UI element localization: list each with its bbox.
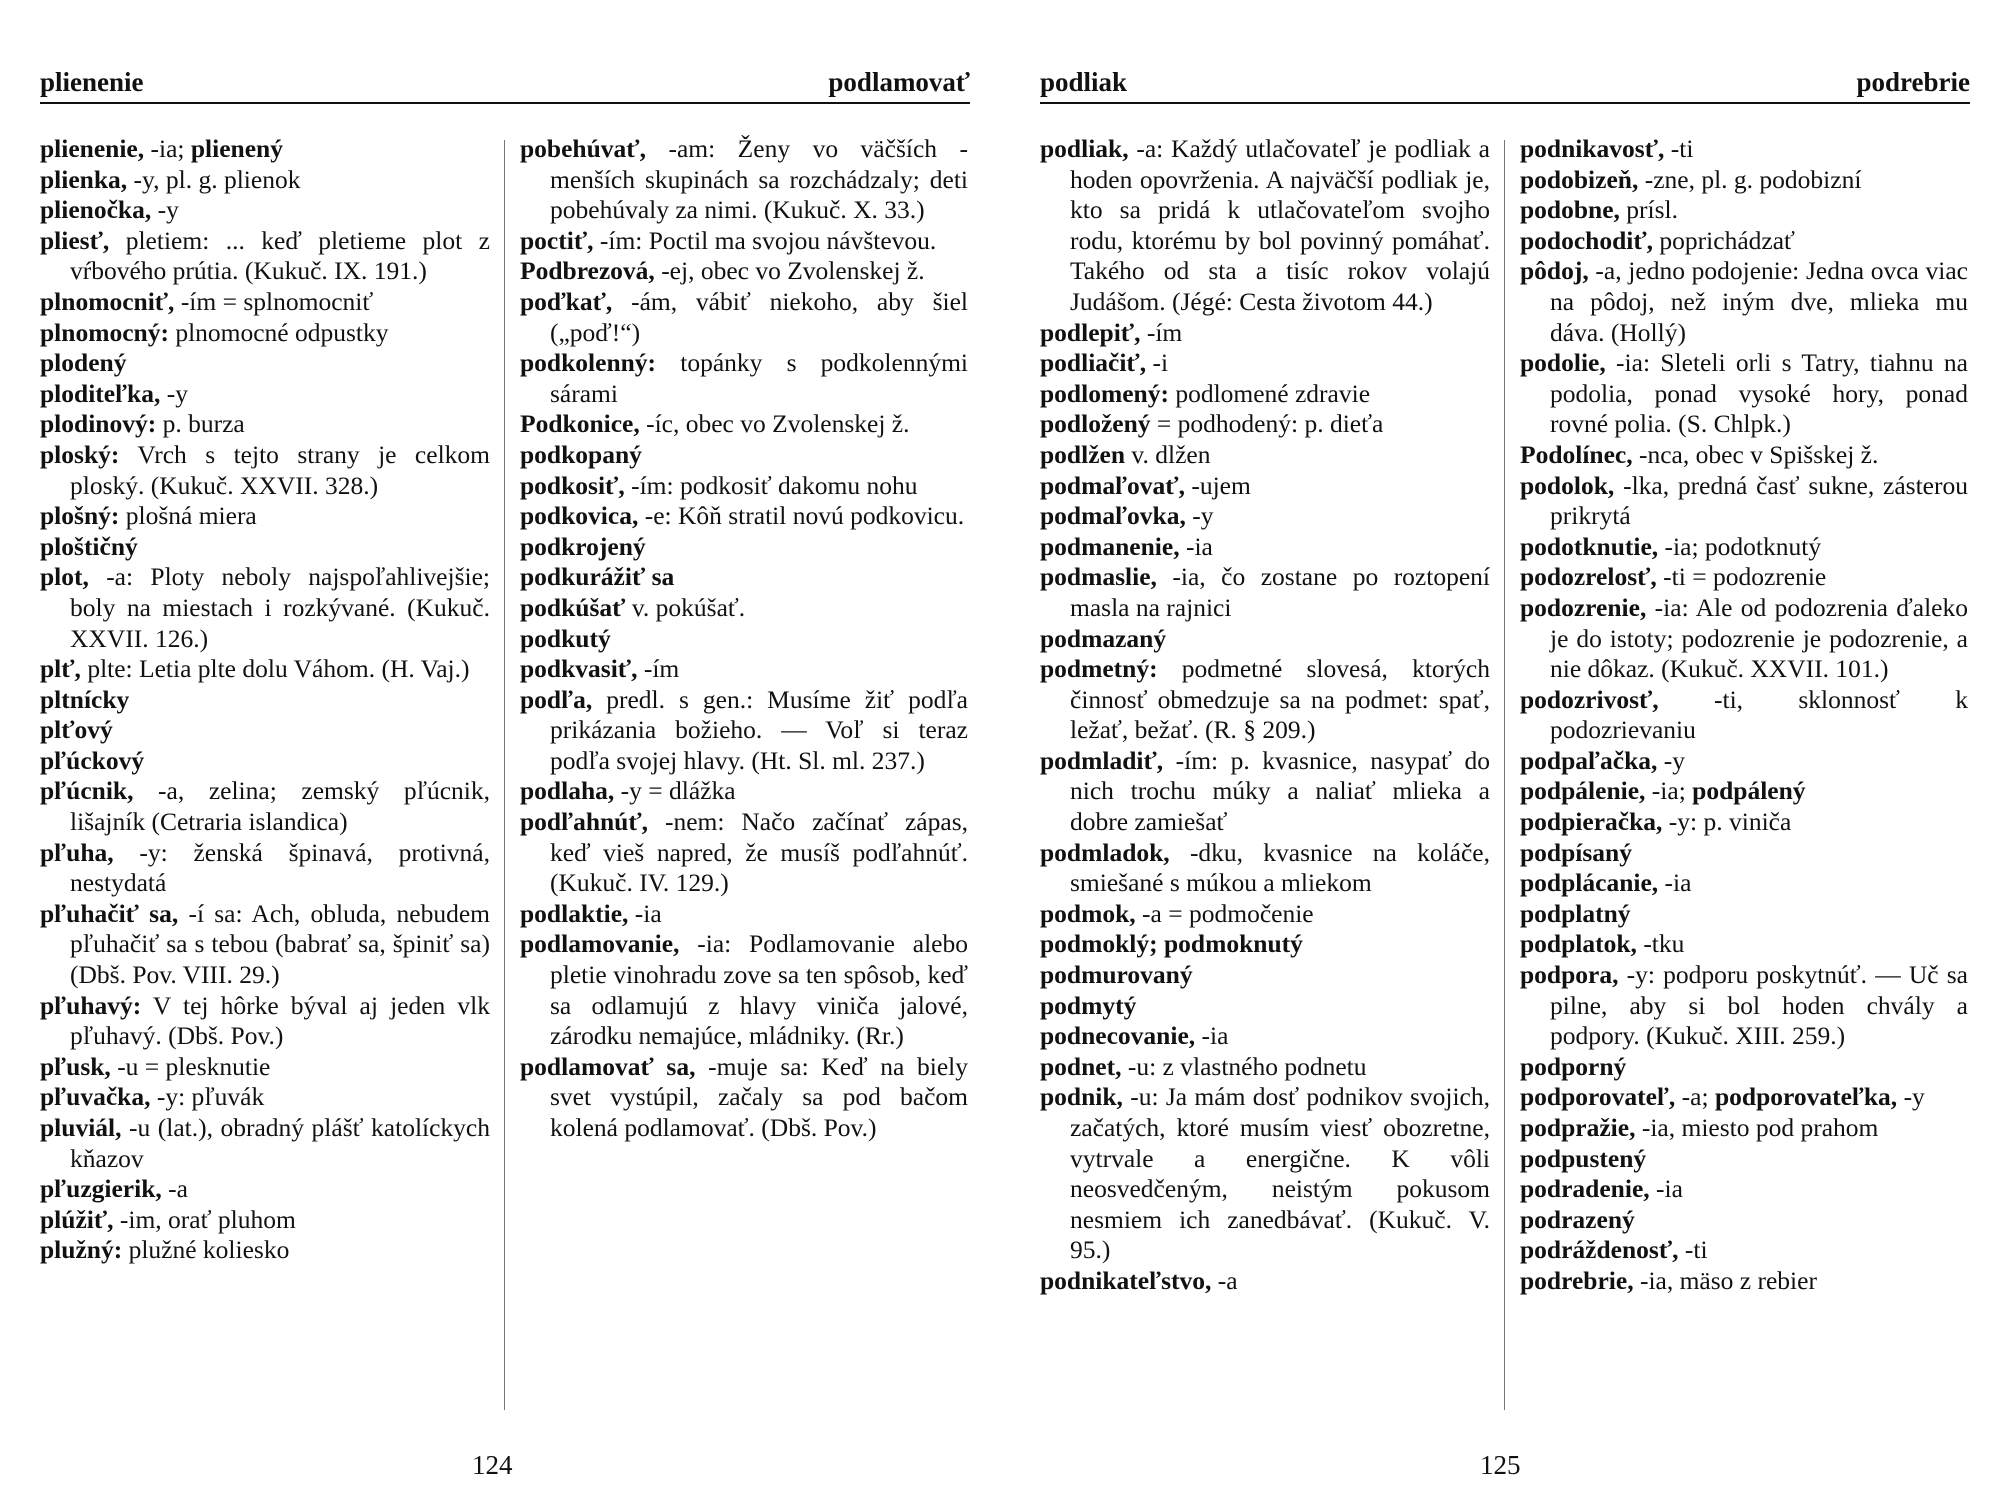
definition: -ím: Poctil ma svojou návštevou. (593, 225, 937, 255)
dictionary-entry (40, 165, 490, 196)
headword: podmladok, (1040, 837, 1170, 867)
dictionary-entry (1520, 1144, 1968, 1175)
left-page (40, 0, 970, 1500)
dictionary-entry (1520, 929, 1968, 960)
definition: -muje sa: Keď na biely svet vystúpil, začaly sa pod bačom kolená podlamovať. (Dbš. Pov.) (550, 1051, 968, 1142)
dictionary-entry (1520, 165, 1968, 196)
headword: pľusk, (40, 1051, 111, 1081)
page-number: 125 (1480, 1450, 1521, 1480)
definition: plnomocné odpustky (168, 317, 389, 347)
headword: podnikateľstvo, (1040, 1265, 1212, 1295)
definition: -u: z vlastného podnetu (1121, 1051, 1367, 1081)
headword: plnomocniť, (40, 286, 175, 316)
dictionary-entry (520, 409, 968, 440)
headword: plnomocný: (40, 317, 169, 347)
dictionary-entry (40, 1235, 490, 1266)
dictionary-entry (1520, 134, 1968, 165)
headword: podmytý (1040, 990, 1137, 1020)
headword: podrebrie, (1520, 1265, 1634, 1295)
definition: -ia (1179, 531, 1213, 561)
dictionary-entry (1040, 1052, 1490, 1083)
headword: podnik, (1040, 1082, 1123, 1112)
headword: podmazaný (1040, 623, 1167, 653)
definition: plužné koliesko (122, 1235, 290, 1265)
definition: -y (160, 378, 188, 408)
dictionary-entry (1520, 226, 1968, 257)
headword: plienený (190, 134, 283, 163)
dictionary-entry (1520, 532, 1968, 563)
definition: -ia, mäso z rebier (1633, 1265, 1817, 1295)
dictionary-entry (1520, 1205, 1968, 1236)
dictionary-entry (520, 685, 968, 777)
dictionary-entry (1040, 348, 1490, 379)
column-divider (1504, 140, 1505, 1410)
dictionary-entry (1040, 624, 1490, 655)
definition: podmetné slovesá, ktorých činnosť obmedzuje sa na podmet: spať, ležať, bežať. (R. § 209.) (1070, 654, 1490, 745)
headword: pobehúvať, (520, 134, 646, 163)
dictionary-entry (1040, 899, 1490, 930)
definition: topánky s podkolennými sárami (550, 348, 968, 408)
definition: -a, zelina; zemský pľúcnik, lišajník (Cetraria islandica) (70, 776, 490, 837)
definition: -ím: p. kvasnice, nasypať do nich trochu múky a naliať mlieka a dobre zamiešať (1070, 745, 1490, 837)
headword: pltnícky (40, 684, 130, 714)
dictionary-entry (520, 899, 968, 930)
dictionary-entry (40, 776, 490, 837)
definition: -u = plesknutie (110, 1051, 271, 1081)
running-head-last-word: podrebrie (1856, 67, 1970, 97)
dictionary-entry (40, 899, 490, 991)
headword: plťový (40, 715, 113, 745)
dictionary-entry (1040, 501, 1490, 532)
dictionary-entry (1520, 746, 1968, 777)
dictionary-entry (1520, 1266, 1968, 1297)
definition: V tej hôrke býval aj jeden vlk pľuhavý. (Dbš. Pov.) (70, 990, 490, 1051)
definition: -y (1185, 501, 1214, 531)
headword: podmanenie, (1040, 531, 1180, 561)
headword: podnet, (1040, 1051, 1122, 1081)
definition: = podhodený: p. dieťa (1150, 409, 1384, 439)
definition: -ia; (144, 134, 191, 163)
dictionary-entry (520, 471, 968, 502)
definition: -ia: Podlamovanie alebo pletie vinohradu zove sa ten spôsob, keď sa odlamujú z hlavy viniča jalové, zárodku nemajúce, mládniky. (Rr.) (550, 929, 968, 1051)
definition: -a: Každý utlačovateľ je podliak a hoden opovrženia. A najväčší podliak je, kto sa pridá k utlačovateľom svojho rodu, ktorému by bol povinný pomáhať. Takého od sta a tisíc rokov volajú Judášom. (Jégé: Cesta životom 44.) (1070, 134, 1490, 316)
headword: Podkonice, (520, 409, 640, 439)
headword: podochodiť, (1520, 225, 1654, 255)
headword: podkrojený (520, 531, 646, 561)
headword: Podolínec, (1520, 439, 1633, 469)
headword: podpražie, (1520, 1113, 1636, 1142)
definition: -ej, obec vo Zvolenskej ž. (654, 256, 925, 286)
dictionary-entry (520, 501, 968, 532)
dictionary-entry (1520, 471, 1968, 532)
dictionary-entry (1040, 929, 1490, 960)
headword: podmurovaný (1040, 960, 1193, 990)
definition: -ia; (1645, 776, 1693, 806)
definition: -ím = splnomocniť (174, 286, 374, 316)
dictionary-entry (40, 532, 490, 563)
dictionary-entry (1040, 1021, 1490, 1052)
dictionary-entry (520, 654, 968, 685)
headword: poctiť, (520, 225, 594, 255)
dictionary-entry (1520, 1235, 1968, 1266)
headword: podradenie, (1520, 1174, 1650, 1204)
dictionary-entry (520, 593, 968, 624)
dictionary-entry (40, 409, 490, 440)
dictionary-entry (1040, 532, 1490, 563)
definition: -y (151, 195, 179, 225)
definition: -ujem (1184, 470, 1251, 500)
definition: -im, orať pluhom (113, 1204, 296, 1234)
dictionary-entry (520, 532, 968, 563)
running-head-first-word: plienenie (40, 67, 144, 97)
running-head (40, 62, 970, 104)
headword: podlaha, (520, 776, 615, 806)
dictionary-entry (1520, 562, 1968, 593)
headword: podrazený (1520, 1204, 1635, 1234)
dictionary-entry (40, 654, 490, 685)
headword: podpaľačka, (1520, 745, 1658, 775)
definition: -tku (1636, 929, 1685, 959)
dictionary-entry (1040, 1082, 1490, 1266)
definition: -ia: Sleteli orli s Tatry, tiahnu na podolia, ponad vysoké hory, ponad rovné polia. (S. Chlpk.) (1550, 348, 1968, 439)
definition: -nem: Načo začínať zápas, keď vieš napred, že musíš podľahnúť. (Kukuč. IV. 129.) (550, 807, 968, 898)
definition: -y (1897, 1082, 1925, 1112)
definition: -íc, obec vo Zvolenskej ž. (639, 409, 910, 439)
dictionary-entry (40, 134, 490, 165)
definition: prísl. (1619, 195, 1679, 225)
definition: -ti (1664, 134, 1694, 163)
headword: podkurážiť sa (520, 562, 675, 592)
headword: ploský: (40, 439, 120, 469)
headword: pluviál, (40, 1113, 122, 1142)
headword: poďkať, (520, 286, 613, 316)
dictionary-entry (1520, 838, 1968, 869)
headword: podkutý (520, 623, 611, 653)
headword: podlepiť, (1040, 317, 1141, 347)
running-head-first-word: podliak (1040, 67, 1128, 97)
headword: plúžiť, (40, 1204, 114, 1234)
dictionary-entry (1040, 318, 1490, 349)
headword: podlomený: (1040, 378, 1169, 408)
definition: -lka, predná časť sukne, zásterou prikrytá (1550, 470, 1968, 531)
definition: plte: Letia plte dolu Váhom. (H. Vaj.) (80, 654, 470, 684)
running-head-last-word: podlamovať (828, 67, 970, 97)
headword: podplatný (1520, 898, 1631, 928)
dictionary-column-2 (520, 134, 968, 1144)
headword: plodený (40, 348, 127, 378)
dictionary-entry (40, 685, 490, 716)
headword: podlamovať sa, (520, 1051, 696, 1081)
definition: -ia, miesto pod prahom (1635, 1113, 1879, 1142)
headword: plť, (40, 654, 81, 684)
definition: -i (1146, 348, 1169, 378)
headword: podpísaný (1520, 837, 1632, 867)
headword: ploštičný (40, 531, 138, 561)
headword: podliak, (1040, 134, 1129, 163)
page-number: 124 (472, 1450, 513, 1480)
definition: -dku, kvasnice na koláče, smiešané s múkou a mliekom (1070, 837, 1490, 898)
headword: pľúckový (40, 745, 145, 775)
dictionary-entry (1040, 440, 1490, 471)
definition: -ia (1658, 868, 1692, 898)
headword: plienka, (40, 164, 128, 194)
headword: podľahnúť, (520, 807, 649, 837)
headword: ploditeľka, (40, 378, 161, 408)
definition: -y = dlážka (614, 776, 736, 806)
headword: plienočka, (40, 195, 152, 225)
dictionary-entry (1520, 685, 1968, 746)
definition: -ti = podozrenie (1656, 562, 1827, 592)
headword: pôdoj, (1520, 256, 1589, 286)
headword: podmladiť, (1040, 745, 1164, 775)
headword: plužný: (40, 1235, 123, 1265)
headword: podozrelosť, (1520, 562, 1657, 592)
headword: podporovateľ, (1520, 1082, 1676, 1112)
dictionary-entry (1040, 409, 1490, 440)
headword: podmaľovka, (1040, 501, 1186, 531)
definition: -a (161, 1174, 188, 1204)
definition: -ti (1678, 1235, 1708, 1265)
definition: -a; (1675, 1082, 1715, 1112)
headword: podnikavosť, (1520, 134, 1665, 163)
headword: podporovateľka, (1714, 1082, 1898, 1112)
headword: podľa, (520, 684, 593, 714)
definition: -e: Kôň stratil novú podkovicu. (638, 501, 965, 531)
definition: -a (1211, 1265, 1238, 1295)
headword: podmoklý; podmoknutý (1040, 929, 1303, 959)
definition: -u (lat.), obradný plášť katolíckych kňazov (70, 1113, 490, 1173)
headword: pľuzgierik, (40, 1174, 162, 1204)
definition: -a = podmočenie (1135, 898, 1314, 928)
definition: -í sa: Ach, obluda, nebudem pľuhačiť sa s tebou (babrať sa, špiniť sa) (Dbš. Pov. VIII. 29.) (70, 898, 490, 990)
dictionary-column-2 (1520, 134, 1968, 1297)
dictionary-entry (520, 929, 968, 1051)
dictionary-entry (520, 624, 968, 655)
dictionary-entry (40, 1052, 490, 1083)
headword: Podbrezová, (520, 256, 655, 286)
headword: podlaktie, (520, 898, 629, 928)
headword: podlamovanie, (520, 929, 680, 959)
dictionary-entry (1520, 348, 1968, 440)
definition: -ia (1195, 1021, 1229, 1051)
headword: pľuhavý: (40, 990, 142, 1020)
headword: pľúcnik, (40, 776, 134, 806)
dictionary-entry (40, 1113, 490, 1174)
headword: pľuvačka, (40, 1082, 151, 1112)
right-page (1040, 0, 1970, 1500)
definition: -ia, čo zostane po roztopení masla na rajnici (1070, 562, 1490, 622)
definition: -ia: Ale od podozrenia ďaleko je do istoty; podozrenie je podozrenie, a nie dôkaz. (Kukuč. XXVII. 101.) (1550, 592, 1968, 684)
definition: -ím (1140, 317, 1183, 347)
dictionary-entry (40, 501, 490, 532)
dictionary-entry (1520, 440, 1968, 471)
dictionary-entry (1040, 960, 1490, 991)
headword: podmaľovať, (1040, 470, 1185, 500)
definition: -y, pl. g. plienok (127, 164, 301, 194)
definition: pletiem: ... keď pletieme plot z vŕbového prútia. (Kukuč. IX. 191.) (70, 225, 490, 286)
dictionary-entry (40, 287, 490, 318)
definition: v. pokúšať. (625, 592, 746, 622)
headword: podpustený (1520, 1143, 1647, 1173)
dictionary-entry (1520, 776, 1968, 807)
definition: -a: Ploty neboly najspoľahlivejšie; boly na miestach i rozkývané. (Kukuč. XXVII. 126.) (70, 562, 490, 653)
dictionary-entry (1040, 134, 1490, 318)
definition: v. dlžen (1125, 439, 1211, 469)
dictionary-entry (40, 440, 490, 501)
headword: plienenie, (40, 134, 145, 163)
headword: plot, (40, 562, 89, 592)
dictionary-entry (40, 1174, 490, 1205)
dictionary-entry (40, 318, 490, 349)
running-head (1040, 62, 1970, 104)
definition: -nca, obec v Spišskej ž. (1632, 439, 1879, 469)
definition: -ti, sklonnosť k podozrievaniu (1550, 684, 1968, 745)
headword: podnecovanie, (1040, 1021, 1196, 1051)
dictionary-entry (520, 807, 968, 899)
definition: -ím: podkosiť dakomu nohu (624, 470, 918, 500)
headword: podliačiť, (1040, 348, 1147, 378)
definition: Vrch s tejto strany je celkom ploský. (Kukuč. XXVII. 328.) (70, 439, 490, 500)
headword: podozrenie, (1520, 592, 1647, 622)
headword: podozrivosť, (1520, 684, 1659, 714)
dictionary-entry (520, 440, 968, 471)
headword: podotknutie, (1520, 531, 1659, 561)
definition: -ia; podotknutý (1658, 531, 1822, 561)
dictionary-entry (40, 348, 490, 379)
definition: -am: Ženy vo väčších - menších skupinách sa rozchádzaly; deti pobehúvaly za nimi. (Kukuč. X. 33.) (550, 134, 968, 225)
definition: -y: ženská špinavá, protivná, nestydatá (70, 837, 490, 898)
dictionary-entry (1040, 562, 1490, 623)
headword: podpálený (1692, 776, 1806, 806)
dictionary-entry (1520, 1174, 1968, 1205)
dictionary-entry (40, 715, 490, 746)
headword: podolie, (1520, 348, 1606, 378)
dictionary-entry (520, 134, 968, 226)
dictionary-entry (520, 562, 968, 593)
headword: podkovica, (520, 501, 639, 531)
definition: -y (1657, 745, 1685, 775)
headword: podobne, (1520, 195, 1620, 225)
dictionary-entry (1520, 899, 1968, 930)
headword: podkopaný (520, 439, 642, 469)
headword: pľuhačiť sa, (40, 898, 179, 928)
dictionary-entry (1040, 379, 1490, 410)
headword: podmetný: (1040, 654, 1158, 684)
dictionary-entry (1520, 1113, 1968, 1144)
column-divider (504, 140, 505, 1410)
dictionary-entry (520, 348, 968, 409)
dictionary-entry (1520, 256, 1968, 348)
headword: podporný (1520, 1051, 1627, 1081)
dictionary-entry (520, 256, 968, 287)
dictionary-entry (40, 379, 490, 410)
headword: podkosiť, (520, 470, 625, 500)
headword: podpieračka, (1520, 807, 1663, 837)
dictionary-entry (1040, 654, 1490, 746)
dictionary-entry (40, 838, 490, 899)
headword: podmok, (1040, 898, 1136, 928)
dictionary-entry (40, 562, 490, 654)
dictionary-entry (1040, 991, 1490, 1022)
headword: podobizeň, (1520, 164, 1639, 194)
dictionary-entry (40, 1205, 490, 1236)
headword: podpora, (1520, 960, 1619, 990)
headword: podplatok, (1520, 929, 1637, 959)
headword: podložený (1040, 409, 1151, 439)
headword: podkolenný: (520, 348, 657, 378)
dictionary-entry (40, 991, 490, 1052)
dictionary-entry (1040, 838, 1490, 899)
definition: -zne, pl. g. podobizní (1638, 164, 1862, 194)
headword: podmaslie, (1040, 562, 1157, 592)
dictionary-entry (1520, 1082, 1968, 1113)
dictionary-entry (1040, 1266, 1490, 1297)
dictionary-entry (1040, 471, 1490, 502)
definition: poprichádzať (1653, 225, 1795, 255)
headword: podkvasiť, (520, 654, 638, 684)
definition: -y: podporu poskytnúť. — Uč sa pilne, aby si bol hoden chvály a podpory. (Kukuč. XIII. 259.) (1550, 960, 1968, 1051)
dictionary-entry (520, 776, 968, 807)
definition: podlomené zdravie (1168, 378, 1371, 408)
definition: -ám, vábiť niekoho, aby šiel („poď!“) (550, 286, 968, 347)
definition: -y: p. viniča (1662, 807, 1792, 837)
definition: predl. s gen.: Musíme žiť podľa prikázania božieho. — Voľ si teraz podľa svojej hlavy. (Ht. Sl. ml. 237.) (550, 684, 968, 775)
dictionary-entry (40, 1082, 490, 1113)
dictionary-entry (520, 287, 968, 348)
dictionary-entry (1040, 746, 1490, 838)
dictionary-entry (1520, 868, 1968, 899)
dictionary-entry (40, 195, 490, 226)
dictionary-entry (40, 746, 490, 777)
dictionary-column-1 (40, 134, 490, 1266)
headword: plošný: (40, 501, 120, 531)
dictionary-entry (520, 1052, 968, 1144)
dictionary-entry (1520, 960, 1968, 1052)
definition: -ia (1649, 1174, 1683, 1204)
headword: podpálenie, (1520, 776, 1646, 806)
definition: -y: pľuvák (150, 1082, 265, 1112)
dictionary-entry (1520, 807, 1968, 838)
dictionary-entry (1520, 1052, 1968, 1083)
headword: pľuha, (40, 837, 114, 867)
dictionary-entry (520, 226, 968, 257)
headword: pliesť, (40, 225, 110, 255)
dictionary-entry (40, 226, 490, 287)
headword: podráždenosť, (1520, 1235, 1679, 1265)
definition: -ím (637, 654, 680, 684)
headword: podplácanie, (1520, 868, 1659, 898)
headword: plodinový: (40, 409, 157, 439)
headword: podolok, (1520, 470, 1615, 500)
definition: -u: Ja mám dosť podnikov svojich, začatých, ktoré musím viesť obozretne, vytrvale a energične. K vôli neosvedčeným, neistým pokusom nesmiem ich zanedbávať. (Kukuč. V. 95.) (1070, 1082, 1490, 1265)
headword: podkúšať (520, 592, 626, 622)
dictionary-entry (1520, 593, 1968, 685)
definition: plošná miera (119, 501, 257, 531)
dictionary-entry (1520, 195, 1968, 226)
definition: -ia (628, 898, 662, 928)
dictionary-column-1 (1040, 134, 1490, 1297)
definition: p. burza (156, 409, 245, 439)
headword: podlžen (1040, 439, 1126, 469)
definition: -a, jedno podojenie: Jedna ovca viac na pôdoj, než iným dve, mlieka mu dáva. (Hollý) (1550, 256, 1968, 347)
